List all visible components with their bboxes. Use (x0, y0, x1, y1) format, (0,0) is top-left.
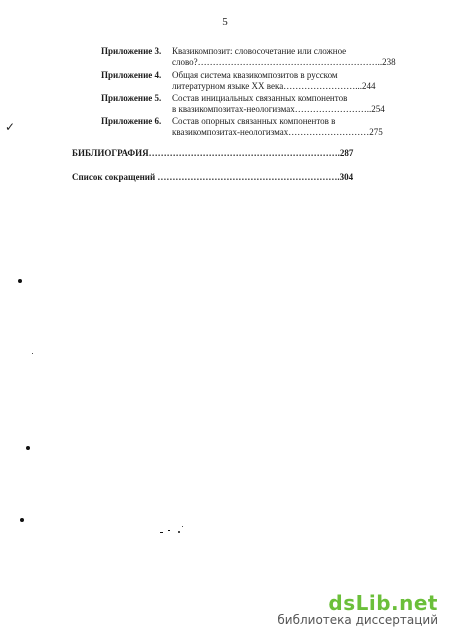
abbreviations-text: Список сокращений …………………………………………………….304 (72, 172, 354, 182)
appendix-6-label: Приложение 6. (101, 116, 162, 126)
scan-dot (18, 279, 22, 283)
scan-speck (32, 353, 33, 354)
appendix-5-title-line1: Состав инициальных связанных компонентов (172, 93, 348, 103)
appendix-4-title-line2: литературном языке XX века……………………...244 (172, 81, 376, 91)
watermark-logo: dsLib.net (328, 591, 438, 615)
scan-speck (168, 530, 170, 531)
appendix-5-title-line2: в квазикомпозитах-неологизмах……………………..254 (172, 104, 385, 114)
appendix-4-label: Приложение 4. (101, 70, 162, 80)
appendix-3-label: Приложение 3. (101, 46, 162, 56)
watermark-subtitle: библиотека диссертаций (277, 613, 438, 627)
appendix-5-label: Приложение 5. (101, 93, 162, 103)
appendix-4-title-line1: Общая система квазикомпозитов в русском (172, 70, 338, 80)
appendix-6-title-line2: квазикомпозитах-неологизмах………………………275 (172, 127, 383, 137)
scan-tick-mark: ✓ (5, 120, 16, 134)
scan-speck (178, 531, 180, 533)
scan-speck (160, 532, 163, 533)
appendix-3-title-line1: Квазикомпозит: словосочетание или сложное (172, 46, 347, 56)
bibliography-entry: БИБЛИОГРАФИЯ……………………………………………………….287 (72, 148, 354, 158)
appendix-6-title-line1: Состав опорных связанных компонентов в (172, 116, 336, 126)
abbreviations-entry (72, 172, 353, 183)
scan-dot (26, 446, 30, 450)
page-number: 5 (222, 16, 228, 28)
watermark (277, 591, 438, 627)
appendix-3-title-line2: слово?……………………………………………………..238 (172, 57, 396, 67)
scan-dot (20, 518, 24, 522)
scan-speck (182, 526, 183, 527)
